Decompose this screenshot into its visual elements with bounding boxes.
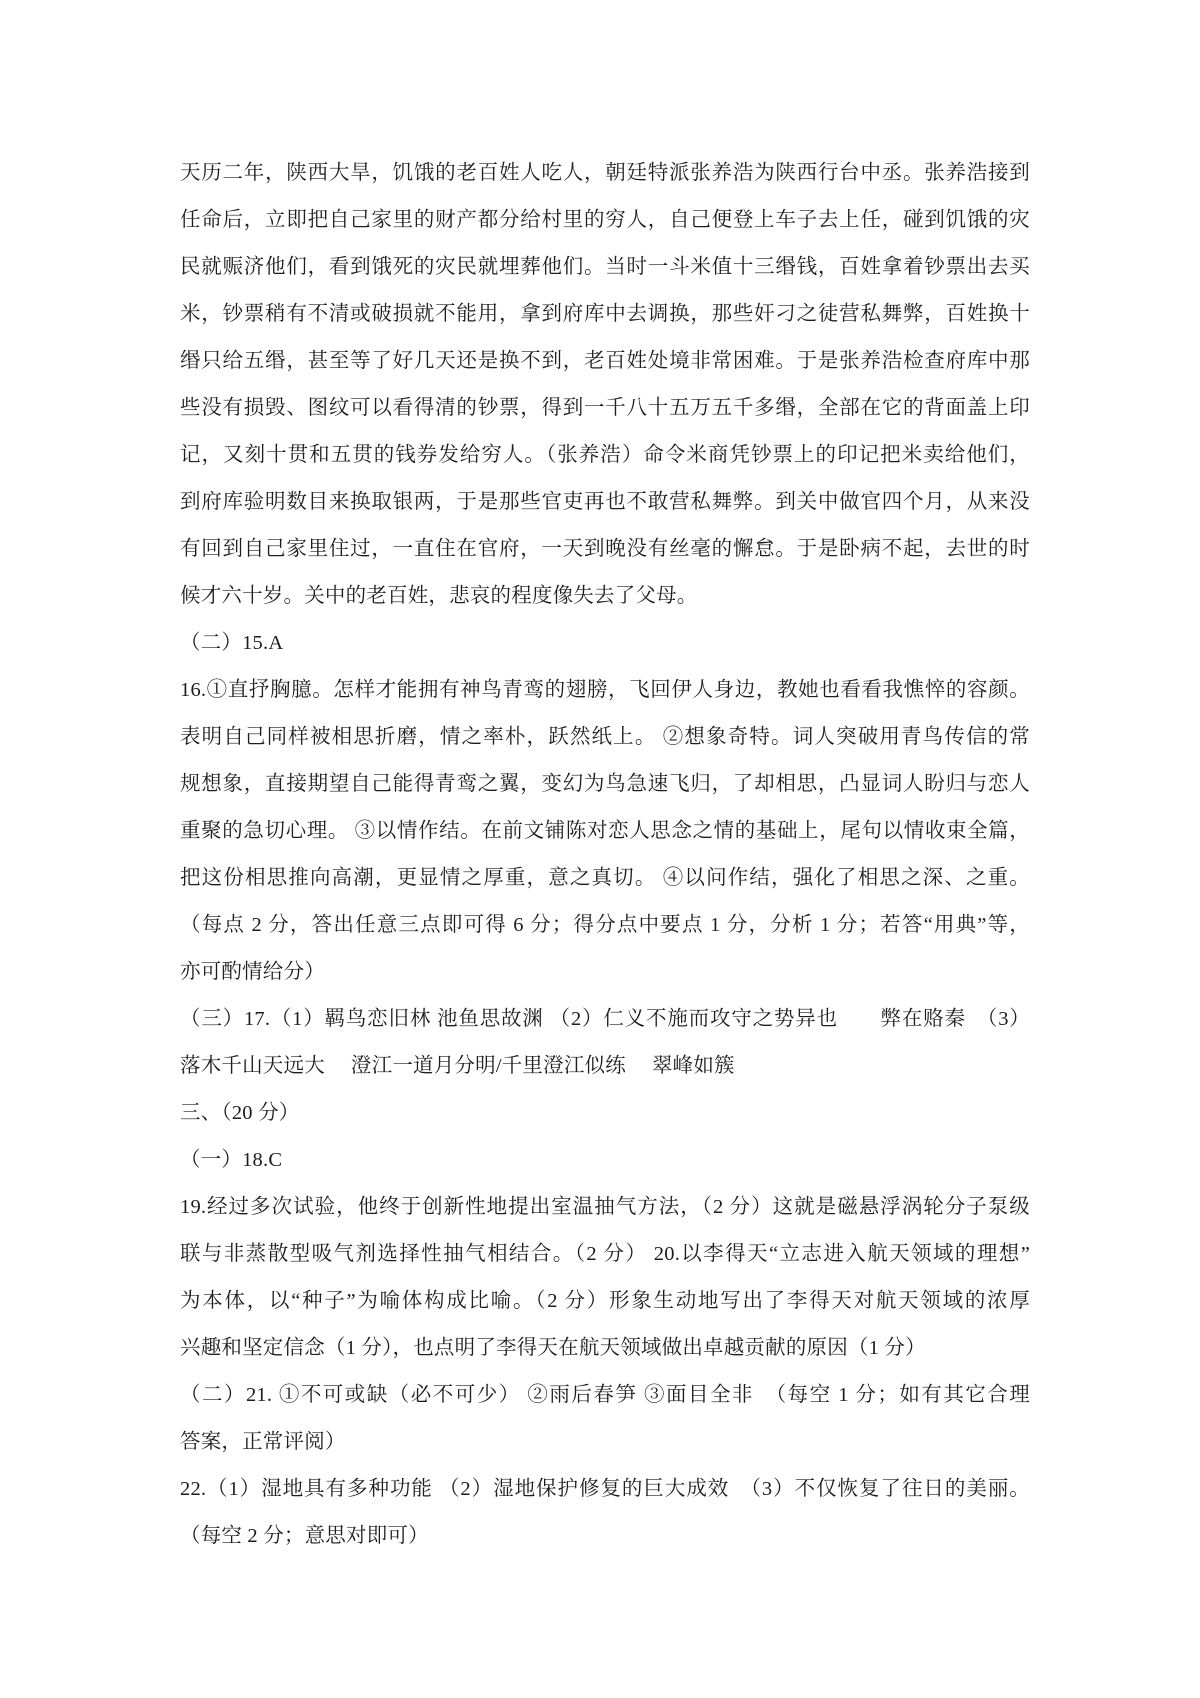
text-line: （三）17.（1）羁鸟恋旧林 池鱼思故渊 （2）仁义不施而攻守之势异也 弊在赂秦 （3）	[180, 1008, 1030, 1030]
text-line: 重聚的急切心理。 ③以情作结。在前文铺陈对恋人思念之情的基础上，尾句以情收束全篇，	[180, 820, 1030, 842]
text-line: （一）18.C	[180, 1149, 283, 1171]
text-line: 米，钞票稍有不清或破损就不能用，拿到府库中去调换，那些奸刁之徒营私舞弊，百姓换十	[180, 303, 1030, 325]
text-line: 22.（1）湿地具有多种功能 （2）湿地保护修复的巨大成效 （3）不仅恢复了往日的美丽。	[180, 1478, 1030, 1500]
text-line: 把这份相思推向高潮，更显情之厚重，意之真切。 ④以问作结，强化了相思之深、之重。	[180, 867, 1030, 889]
text-line: 记，又刻十贯和五贯的钱券发给穷人。（张养浩）命令米商凭钞票上的印记把米卖给他们，	[180, 444, 1030, 466]
answer-key-text-block	[180, 150, 1030, 1560]
text-line: 19.经过多次试验，他终于创新性地提出室温抽气方法，（2 分）这就是磁悬浮涡轮分子泵级	[180, 1196, 1030, 1218]
text-line: 缗只给五缗，甚至等了好几天还是换不到，老百姓处境非常困难。于是张养浩检查府库中那	[180, 350, 1030, 372]
text-line: （二）21. ①不可或缺（必不可少） ②雨后春笋 ③面目全非 （每空 1 分；如有其它合理	[180, 1384, 1030, 1406]
text-line: （每点 2 分，答出任意三点即可得 6 分；得分点中要点 1 分，分析 1 分；若答“用典”等，	[180, 914, 1030, 936]
text-line: 三、（20 分）	[180, 1102, 300, 1124]
text-line: 16.①直抒胸臆。怎样才能拥有神鸟青鸾的翅膀，飞回伊人身边，教她也看看我憔悴的容颜。	[180, 679, 1030, 701]
text-line: 表明自己同样被相思折磨，情之率朴，跃然纸上。 ②想象奇特。词人突破用青鸟传信的常	[180, 726, 1030, 748]
text-line: 候才六十岁。关中的老百姓，悲哀的程度像失去了父母。	[180, 585, 698, 607]
text-line: 规想象，直接期望自己能得青鸾之翼，变幻为鸟急速飞归，了却相思，凸显词人盼归与恋人	[180, 773, 1030, 795]
text-line: 落木千山天远大 澄江一道月分明/千里澄江似练 翠峰如簇	[180, 1055, 735, 1077]
text-line: 联与非蒸散型吸气剂选择性抽气相结合。（2 分） 20.以李得天“立志进入航天领域的理想”	[180, 1243, 1030, 1265]
text-line: 兴趣和坚定信念（1 分），也点明了李得天在航天领域做出卓越贡献的原因（1 分）	[180, 1337, 926, 1359]
text-line: 亦可酌情给分）	[180, 961, 325, 983]
text-line: 任命后，立即把自己家里的财产都分给村里的穷人，自己便登上车子去上任，碰到饥饿的灾	[180, 209, 1030, 231]
text-line: （每空 2 分；意思对即可）	[180, 1525, 429, 1547]
text-line: 答案，正常评阅）	[180, 1431, 346, 1453]
text-line: 民就赈济他们，看到饿死的灾民就埋葬他们。当时一斗米值十三缗钱，百姓拿着钞票出去买	[180, 256, 1030, 278]
text-line: 天历二年，陕西大旱，饥饿的老百姓人吃人，朝廷特派张养浩为陕西行台中丞。张养浩接到	[180, 162, 1030, 184]
text-line: （二）15.A	[180, 632, 284, 654]
text-line: 些没有损毁、图纹可以看得清的钞票，得到一千八十五万五千多缗，全部在它的背面盖上印	[180, 397, 1030, 419]
text-line: 有回到自己家里住过，一直住在官府，一天到晚没有丝毫的懈怠。于是卧病不起，去世的时	[180, 538, 1030, 560]
text-line: 到府库验明数目来换取银两，于是那些官吏再也不敢营私舞弊。到关中做官四个月，从来没	[180, 491, 1030, 513]
text-line: 为本体，以“种子”为喻体构成比喻。（2 分）形象生动地写出了李得天对航天领域的浓厚	[180, 1290, 1030, 1312]
